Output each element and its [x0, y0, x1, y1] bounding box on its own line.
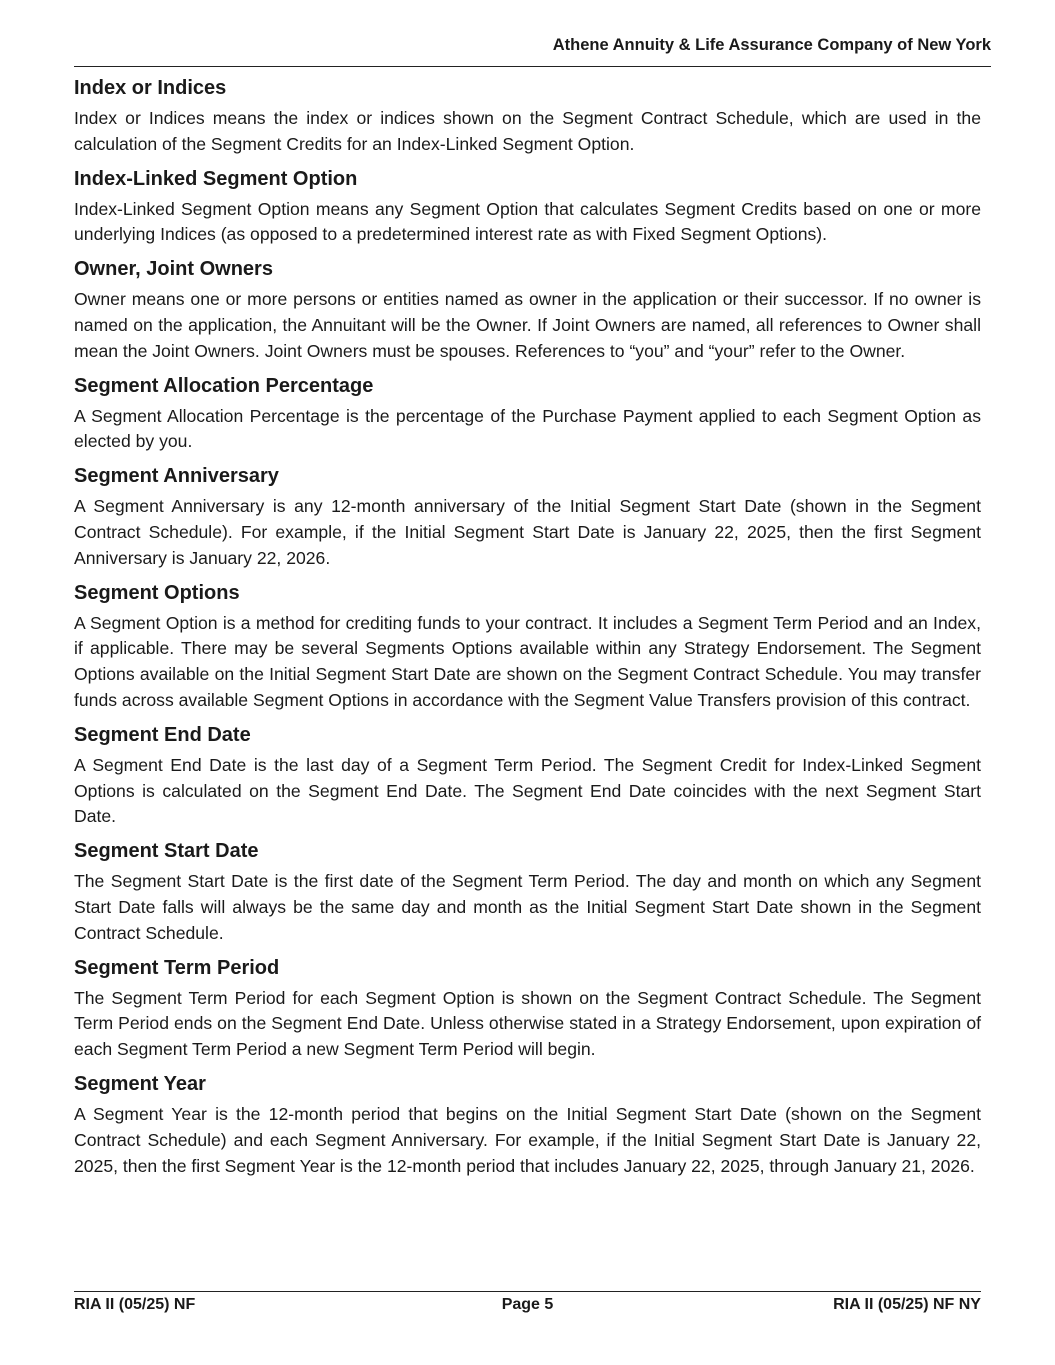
- definition-body: Index-Linked Segment Option means any Segment Option that calculates Segment Credits based on one or more underlying Indices (as opposed to a predetermined interest rate as with Fixed Segment Options).: [74, 198, 981, 245]
- definition-title: Index-Linked Segment Option: [74, 167, 358, 190]
- form-number-left: RIA II (05/25) NF: [74, 1296, 196, 1313]
- definition-owner-joint-owners: [74, 257, 981, 364]
- definition-body: A Segment Anniversary is any 12-month anniversary of the Initial Segment Start Date (shown in the Segment Contract Schedule). For example, if the Initial Segment Start Date is January 22, 2025, then the first Segment Anniversary is January 22, 2026.: [74, 496, 981, 568]
- definition-body: Index or Indices means the index or indices shown on the Segment Contract Schedule, which are used in the calculation of the Segment Credits for an Index-Linked Segment Option.: [74, 108, 981, 154]
- definitions-list: [74, 76, 981, 1188]
- definition-index-or-indices: [74, 76, 981, 158]
- page-header: [74, 36, 991, 67]
- definition-title: Index or Indices: [74, 77, 227, 99]
- definition-segment-term-period: [74, 956, 981, 1063]
- company-name: Athene Annuity & Life Assurance Company of New York: [552, 36, 991, 54]
- definition-segment-year: [74, 1072, 981, 1179]
- definition-title: Owner, Joint Owners: [74, 258, 273, 281]
- definition-segment-end-date: [74, 723, 981, 830]
- definition-title: Segment Allocation Percentage: [74, 374, 374, 397]
- form-number-right: RIA II (05/25) NF NY: [833, 1296, 981, 1313]
- definition-segment-start-date: [74, 839, 981, 946]
- definition-segment-options: [74, 581, 981, 714]
- page-number: Page 5: [501, 1296, 554, 1313]
- definition-body: A Segment Allocation Percentage is the percentage of the Purchase Payment applied to each Segment Option as elected by you.: [74, 405, 981, 452]
- definition-segment-allocation-percentage: [74, 374, 981, 456]
- definition-body: A Segment Year is the 12-month period that begins on the Initial Segment Start Date (shown on the Segment Contract Schedule) and each Segment Anniversary. For example, if the Initial Segment Start Date is January 22, 2025, then the first Segment Year is the 12-month period that includes January 22, 2025, through January 21, 2026.: [74, 1103, 981, 1176]
- definition-title: Segment Start Date: [74, 840, 259, 863]
- definition-body: The Segment Term Period for each Segment Option is shown on the Segment Contract Schedule. The Segment Term Period ends on the Segment End Date. Unless otherwise stated in a Strategy Endorsement, upon expiration of each Segment Term Period a new Segment Term Period will begin.: [74, 987, 981, 1060]
- definition-segment-anniversary: [74, 464, 981, 571]
- definition-title: Segment End Date: [74, 723, 251, 746]
- definition-body: Owner means one or more persons or entities named as owner in the application or their successor. If no owner is named on the application, the Annuitant will be the Owner. If Joint Owners are named, all references to Owner shall mean the Joint Owners. Joint Owners must be spouses. References to “you” and “your” refer to the Owner.: [74, 289, 981, 361]
- definition-body: A Segment Option is a method for crediting funds to your contract. It includes a Segment Term Period and an Index, if applicable. There may be several Segments Options available within any Strategy Endorsement. The Segment Options available on the Initial Segment Start Date are shown on the Segment Contract Schedule. You may transfer funds across available Segment Options in accordance with the Segment Value Transfers provision of this contract.: [74, 612, 981, 710]
- definition-title: Segment Year: [74, 1072, 206, 1095]
- definition-title: Segment Options: [74, 581, 240, 604]
- page-footer: [74, 1291, 981, 1314]
- definition-body: A Segment End Date is the last day of a Segment Term Period. The Segment Credit for Index-Linked Segment Options is calculated on the Segment End Date. The Segment End Date coincides with the next Segment Start Date.: [74, 754, 981, 827]
- definition-title: Segment Term Period: [74, 956, 280, 979]
- definition-body: The Segment Start Date is the first date of the Segment Term Period. The day and month on which any Segment Start Date falls will always be the same day and month as the Initial Segment Start Date shown in the Segment Contract Schedule.: [74, 871, 981, 943]
- definition-index-linked-segment-option: [74, 167, 981, 249]
- definition-title: Segment Anniversary: [74, 465, 279, 488]
